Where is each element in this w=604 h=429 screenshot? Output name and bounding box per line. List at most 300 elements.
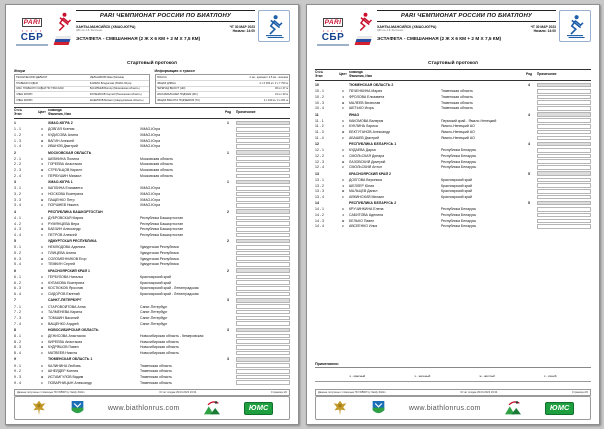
venue-sub: ЦВС им. А.В. Филипенко: [377, 29, 404, 32]
athlete-region: Красноярский край - Ленинградская: [140, 292, 199, 297]
athlete-color: к: [342, 148, 344, 153]
athlete-name: МАТВЕЕВ Никита: [48, 351, 77, 356]
athlete-region: Пермский край - Ямало-Ненецкий: [441, 118, 497, 123]
athlete-region: ХМАО-Югра: [140, 127, 161, 132]
jury-name: ВАСИЛЬЕВ Виктор (Московская область): [89, 87, 140, 91]
athlete-name: КУДИСОВА Алина: [48, 132, 78, 137]
note-box: [537, 159, 591, 164]
team-header-row: [315, 200, 591, 207]
skier-icon: [54, 11, 72, 35]
skier-icon: [355, 11, 373, 35]
championship-title: PARI ЧЕМПИОНАТ РОССИИ ПО БИАТЛОНУ: [76, 10, 255, 22]
hmao-emblem-icon: [70, 400, 85, 417]
note-box: [537, 142, 591, 147]
athlete-row: [14, 304, 290, 310]
col-color: Цвет: [38, 109, 46, 114]
note-box: [236, 280, 290, 285]
athlete-row: [14, 173, 290, 179]
team-header-row: [315, 82, 591, 89]
athlete-row: [315, 218, 591, 224]
note-box: [236, 138, 290, 143]
team-number: 6: [14, 268, 16, 273]
note-box: [236, 186, 290, 191]
athlete-row: [14, 143, 290, 149]
course-value: 2 х 190 м / 2 х 201 м: [263, 99, 288, 103]
athlete-name: ТАЛМЕНЕВА Карина: [48, 310, 83, 315]
note-box: [236, 375, 290, 380]
athlete-name: КАПЛИНА Елизавета: [48, 186, 83, 191]
athlete-color: с: [342, 135, 344, 140]
start-row-number: 3: [227, 357, 229, 362]
athlete-name: ТОМШИН Василий: [48, 315, 79, 320]
note-box: [236, 251, 290, 256]
athlete-name: ЛАЗОВСКИЙ Дмитрий: [349, 159, 386, 164]
start-time: Начало: 14:00: [232, 29, 255, 33]
athlete-row: [315, 207, 591, 213]
course-label: ОБЩАЯ ВЫСОТА ПОДЪЕМОВ (TC): [156, 99, 200, 103]
note-box: [537, 219, 591, 224]
footer-page-number: Страница 1/2: [270, 391, 287, 394]
athlete-color: с: [41, 232, 43, 237]
athlete-row: [14, 262, 290, 268]
athlete-name: ПОВАРНИЦЫН Александр: [48, 380, 92, 385]
note-box: [236, 351, 290, 356]
athlete-name: ПЕЧЕНКИНА Мария: [349, 89, 383, 94]
jury-role: ГЛАВНЫЙ СУДЬЯ: [16, 81, 38, 85]
athlete-bib: 5 - 1: [14, 245, 22, 250]
course-table: [155, 74, 291, 104]
athlete-region: Новосибирская область: [140, 339, 179, 344]
biathlon-pictogram-box: [559, 10, 591, 42]
note-box: [236, 256, 290, 261]
athlete-bib: 4 - 4: [14, 232, 22, 237]
flag-skier-logo: [354, 10, 374, 52]
note-box: [236, 162, 290, 167]
athlete-region: ХМАО-Югра: [140, 192, 161, 196]
athlete-name: ДОВГАЯ Ксения: [48, 127, 75, 132]
note-box: [236, 298, 290, 303]
start-row-number: 4: [528, 112, 530, 117]
team-name: ХМАО-ЮГРА 1: [48, 180, 73, 185]
note-box: [537, 83, 591, 88]
team-name: МОСКОВСКАЯ ОБЛАСТЬ: [48, 150, 92, 155]
athlete-color: ж: [40, 138, 44, 143]
athlete-color: ж: [341, 130, 345, 135]
note-box: [236, 310, 290, 315]
athlete-row: [315, 94, 591, 100]
athlete-region: Санкт-Петербург: [140, 310, 168, 315]
course-value: 2 км - красная / 2,5 км - зеленая: [249, 75, 288, 79]
athlete-bib: 8 - 3: [14, 345, 22, 350]
col-bib: Ст.№ Этап: [315, 70, 324, 78]
athlete-region: Новосибирская область - Кемеровская: [140, 334, 204, 339]
athlete-row: [315, 212, 591, 218]
athlete-row: [315, 183, 591, 189]
col-note: Примечание: [236, 109, 256, 114]
athlete-row: [14, 291, 290, 297]
note-box: [236, 174, 290, 179]
athlete-name: ГЕРБУЛОВА Наталья: [48, 274, 84, 279]
athlete-color: ж: [40, 227, 44, 232]
athlete-region: Удмуртская Республика: [140, 256, 179, 261]
start-row-number: 4: [528, 142, 530, 147]
athlete-color: ж: [341, 189, 345, 194]
athlete-region: Республика Беларусь: [441, 218, 477, 223]
note-box: [236, 121, 290, 126]
page-header: [315, 10, 591, 58]
athlete-row: [315, 159, 591, 165]
athlete-row: [315, 224, 591, 230]
athlete-name: РУМЯНЦЕВА Вера: [48, 221, 80, 226]
athlete-region: Республика Беларусь: [441, 165, 477, 170]
team-name: КРАСНОЯРСКИЙ КРАЙ 2: [349, 171, 391, 176]
athlete-row: [315, 105, 591, 111]
page-header: [14, 10, 290, 58]
page-footer: [315, 389, 591, 396]
athlete-color: з: [41, 132, 43, 137]
athlete-row: [14, 245, 290, 251]
team-name: ТЮМЕНСКАЯ ОБЛАСТЬ 1: [48, 357, 93, 362]
athlete-name: КРУЧИНКИНА Елена: [349, 207, 384, 212]
note-box: [236, 180, 290, 185]
athlete-name: КАКОМОВА Валерия: [349, 118, 384, 123]
athlete-region: Ямало-Ненецкий АО: [441, 135, 475, 140]
team-number: 12: [315, 142, 319, 147]
team-header-row: [14, 120, 290, 127]
athlete-color: з: [41, 280, 43, 285]
athlete-bib: 14 - 4: [315, 224, 324, 229]
team-number: 9: [14, 357, 16, 362]
jury-name: МЕЛЬНИКОВ Иван (Москва): [89, 75, 124, 79]
athlete-bib: 6 - 4: [14, 292, 22, 297]
note-box: [236, 209, 290, 214]
championship-title: PARI ЧЕМПИОНАТ РОССИИ ПО БИАТЛОНУ: [377, 10, 556, 22]
athlete-name: КОСТЮКОВ Ярослав: [48, 286, 83, 291]
athlete-row: [14, 368, 290, 374]
athlete-bib: 7 - 2: [14, 310, 22, 315]
athlete-region: Удмуртская Республика: [140, 251, 179, 256]
athlete-bib: 9 - 2: [14, 369, 22, 374]
athlete-color: к: [41, 245, 43, 250]
athlete-region: Красноярский край - Ленинградская: [140, 286, 199, 291]
footer-source: Данные получены с помощью ПО WBSP by Vasily Zlobin: [17, 391, 85, 394]
athlete-row: [14, 250, 290, 256]
athlete-row: [14, 374, 290, 380]
event-title: ЭСТАФЕТА - СМЕШАННАЯ (2 Ж X 6 КМ + 2 М X 7,5 КМ): [76, 35, 201, 41]
note-box: [236, 268, 290, 273]
team-header-row: [14, 238, 290, 245]
logo-dots: • • • • •: [21, 28, 43, 33]
athlete-region: Московская область: [140, 156, 174, 161]
athlete-name: МАЛЕЕВ Вячеслав: [349, 100, 381, 105]
athlete-color: з: [41, 339, 43, 344]
athlete-region: Республика Беларусь: [441, 213, 477, 218]
athlete-color: с: [342, 224, 344, 229]
athlete-region: Красноярский край: [140, 280, 171, 285]
athlete-bib: 5 - 3: [14, 256, 22, 261]
athlete-color: ж: [341, 100, 345, 105]
website-link[interactable]: www.biathlonrus.com: [408, 404, 481, 412]
note-box: [537, 95, 591, 100]
athlete-name: КУДАЕВА Дарья: [349, 148, 376, 153]
athlete-bib: 14 - 3: [315, 218, 324, 223]
athlete-name: АВСЕЕНКО Илья: [349, 224, 378, 229]
athlete-name: НЕКЛЮДОВА Аделина: [48, 245, 86, 250]
athlete-bib: 14 - 1: [315, 207, 324, 212]
athlete-region: Санкт-Петербург: [140, 304, 168, 309]
page-1[interactable]: [5, 4, 299, 425]
athlete-color: ж: [40, 168, 44, 173]
note-box: [236, 227, 290, 232]
start-row-number: 2: [227, 239, 229, 244]
team-number: 1: [14, 120, 16, 125]
athlete-color: з: [342, 183, 344, 188]
note-box: [236, 233, 290, 238]
athlete-bib: 4 - 2: [14, 221, 22, 226]
yums-logo: ЮМС: [244, 402, 273, 415]
start-row-number: 3: [227, 298, 229, 303]
start-row-number: 2: [227, 268, 229, 273]
protocol-title: Стартовый протокол: [428, 61, 478, 66]
footer-page-number: Страница 2/2: [571, 391, 588, 394]
sbr-logo-text: СБР: [321, 32, 345, 43]
athlete-row: [315, 88, 591, 94]
athlete-row: [14, 221, 290, 227]
table-column-header: [315, 69, 591, 81]
athlete-row: [14, 126, 290, 132]
athlete-color: с: [41, 321, 43, 326]
athlete-name: АЙКИНСКИЙ Михаил: [349, 194, 385, 199]
biathlete-icon: [564, 14, 586, 38]
athlete-bib: 2 - 1: [14, 156, 22, 161]
note-box: [537, 183, 591, 188]
athlete-bib: 7 - 1: [14, 304, 22, 309]
athlete-name: КУЛАКОВА Екатерина: [48, 280, 85, 285]
athlete-color: к: [342, 118, 344, 123]
athlete-color: к: [41, 186, 43, 191]
start-row-number: 1: [227, 150, 229, 155]
col-team-name: Команда Фамилия, Имя: [349, 71, 372, 78]
athlete-region: ХМАО-Югра: [140, 144, 161, 149]
sbr-logo: [14, 10, 50, 46]
venue-skier-logo-icon: [504, 400, 522, 416]
note-box: [236, 275, 290, 280]
athlete-color: з: [342, 124, 344, 129]
athlete-name: СИДОРОВ Евгений: [48, 292, 80, 297]
athlete-bib: 3 - 3: [14, 197, 22, 202]
sbr-logo-text: СБР: [20, 32, 44, 43]
logo-dots: • • • • •: [322, 28, 344, 33]
sponsor-bar: [14, 396, 290, 420]
athlete-name: ДУБРОВСКАЯ Мария: [48, 215, 84, 220]
venue-skier-logo-icon: [203, 400, 221, 416]
athlete-color: ж: [40, 315, 44, 320]
athlete-row: [315, 194, 591, 200]
athlete-bib: 11 - 2: [315, 124, 324, 129]
athlete-bib: 13 - 4: [315, 194, 324, 199]
athlete-bib: 12 - 1: [315, 148, 324, 153]
athlete-region: ХМАО-Югра: [140, 186, 161, 191]
sponsor-bar: [315, 396, 591, 420]
note-box: [537, 130, 591, 135]
athlete-color: к: [41, 363, 43, 368]
athlete-bib: 1 - 1: [14, 127, 22, 132]
athlete-region: Республика Беларусь: [441, 224, 477, 229]
athlete-region: Тюменская область: [140, 369, 172, 374]
start-row-number: 1: [227, 120, 229, 125]
course-row: [156, 98, 290, 103]
athlete-bib: 9 - 4: [14, 380, 22, 385]
info-section: [14, 69, 290, 104]
russia-emblem-icon: [31, 400, 47, 416]
athlete-region: Тюменская область: [140, 380, 172, 385]
athlete-row: [14, 285, 290, 291]
note-box: [236, 216, 290, 221]
athlete-region: ХМАО-Югра: [140, 132, 161, 137]
athlete-region: Красноярский край: [140, 274, 171, 279]
note-box: [537, 112, 591, 117]
athlete-bib: 7 - 4: [14, 321, 22, 326]
athlete-name: ВАЩЕНКО Андрей: [48, 321, 79, 326]
athlete-region: Республика Башкортостан: [140, 232, 184, 237]
start-row-number: 1: [227, 180, 229, 185]
hmao-emblem-icon: [371, 400, 386, 417]
note-box: [236, 339, 290, 344]
pari-logo: PARI: [324, 19, 342, 26]
athlete-color: к: [342, 177, 344, 182]
jury-title: Жюри: [14, 69, 26, 73]
note-box: [537, 154, 591, 159]
team-name: ЯНАО: [349, 112, 360, 117]
protocol-title: Стартовый протокол: [127, 61, 177, 66]
note-box: [236, 150, 290, 155]
athlete-name: СМОЛЬСКАЯ Динара: [349, 154, 385, 159]
team-header-row: [315, 170, 591, 177]
page-footer: [14, 389, 290, 396]
note-box: [537, 207, 591, 212]
athlete-color: к: [342, 89, 344, 94]
jury-name: ШАШИЛОВ Михаил (Свердловская область): [89, 99, 144, 103]
athlete-name: ИСТАМГУЛОВ Вадим: [48, 374, 84, 379]
note-box: [236, 328, 290, 333]
athlete-name: БЕЛЬКО Павел: [349, 218, 375, 223]
athlete-bib: 6 - 3: [14, 286, 22, 291]
athlete-row: [14, 363, 290, 369]
note-box: [236, 286, 290, 291]
start-time: Начало: 14:00: [533, 29, 556, 33]
logo-subtext-bar: [16, 44, 48, 46]
athlete-name: САБИТОВА Аделина: [349, 213, 383, 218]
athlete-bib: 12 - 3: [315, 159, 324, 164]
team-name: ТЮМЕНСКАЯ ОБЛАСТЬ 2: [349, 82, 394, 87]
team-number: 4: [14, 209, 16, 214]
note-box: [537, 189, 591, 194]
athlete-name: СМОЛЬСКИЙ Антон: [349, 165, 382, 170]
athlete-bib: 1 - 4: [14, 144, 22, 149]
athlete-bib: 13 - 3: [315, 189, 324, 194]
team-name: РЕСПУБЛИКА БЕЛАРУСЬ 1: [349, 142, 397, 147]
athlete-row: [14, 309, 290, 315]
athlete-name: ДОЛГОВА Вероника: [349, 177, 382, 182]
athlete-color: ж: [341, 218, 345, 223]
athlete-color: з: [41, 310, 43, 315]
athlete-name: БАБЧИН Александр: [48, 227, 81, 232]
athlete-region: Тюменская область: [140, 363, 172, 368]
athlete-bib: 9 - 3: [14, 374, 22, 379]
team-number: 10: [315, 82, 319, 87]
note-box: [236, 304, 290, 309]
note-box: [537, 118, 591, 123]
athlete-row: [14, 280, 290, 286]
athlete-name: СТРЕЛЬЦОВ Кирилл: [48, 168, 83, 173]
athlete-color: с: [342, 165, 344, 170]
athlete-color: с: [41, 173, 43, 178]
athlete-region: Московская область: [140, 173, 174, 178]
team-header-row: [14, 149, 290, 156]
team-header-row: [14, 267, 290, 274]
athlete-bib: 4 - 3: [14, 227, 22, 232]
col-note: Примечание: [537, 71, 557, 76]
athlete-color: з: [41, 221, 43, 226]
athlete-color: к: [41, 334, 43, 339]
note-box: [236, 197, 290, 202]
athlete-bib: 10 - 2: [315, 94, 324, 99]
athlete-row: [315, 124, 591, 130]
athlete-region: Московская область: [140, 168, 174, 173]
athlete-region: Новосибирская область: [140, 351, 179, 356]
team-number: 8: [14, 327, 16, 332]
biathlete-icon: [263, 14, 285, 38]
team-name: РЕСПУБЛИКА БАШКОРТОСТАН: [48, 209, 103, 214]
athlete-color: к: [41, 304, 43, 309]
athlete-bib: 4 - 1: [14, 215, 22, 220]
team-number: 11: [315, 112, 319, 117]
note-box: [236, 133, 290, 138]
athlete-region: Удмуртская Республика: [140, 262, 179, 267]
page-2[interactable]: [306, 4, 600, 425]
athlete-region: Ямало-Ненецкий АО: [441, 130, 475, 135]
athlete-bib: 2 - 2: [14, 162, 22, 167]
athlete-name: ШЕЛЛЕР Юлия: [349, 183, 375, 188]
athlete-row: [315, 135, 591, 141]
team-number: 14: [315, 201, 319, 206]
website-link[interactable]: www.biathlonrus.com: [107, 404, 180, 412]
athlete-region: Ямало-Ненецкий АО: [441, 124, 475, 129]
athlete-color: ж: [40, 286, 44, 291]
note-box: [236, 203, 290, 208]
team-name: НОВОСИБИРСКАЯ ОБЛАСТЬ: [48, 327, 99, 332]
athlete-region: Тюменская область: [441, 89, 473, 94]
athlete-bib: 8 - 2: [14, 339, 22, 344]
athlete-name: ПАЩЕНКО Петр: [48, 197, 75, 202]
footer-created: Отчет создан 29.03.2023 19:34: [460, 391, 498, 394]
jury-name: ЗАИКИН Владислав (ХМАО-Югра): [89, 81, 132, 85]
team-header-row: [14, 179, 290, 186]
athlete-color: ж: [40, 256, 44, 261]
athlete-name: ШНЕЙДЕР Ксения: [48, 369, 79, 374]
athlete-row: [14, 167, 290, 173]
athlete-region: Санкт-Петербург: [140, 321, 168, 326]
start-row-number: 3: [227, 327, 229, 332]
athlete-bib: 9 - 1: [14, 363, 22, 368]
jury-table: [14, 74, 150, 104]
athlete-region: Красноярский край: [441, 194, 472, 199]
athlete-name: ВАГИН Алексей: [48, 138, 75, 143]
athlete-bib: 13 - 2: [315, 183, 324, 188]
athlete-region: Республика Беларусь: [441, 159, 477, 164]
flag-stripes: [54, 36, 72, 45]
athlete-row: [14, 232, 290, 238]
